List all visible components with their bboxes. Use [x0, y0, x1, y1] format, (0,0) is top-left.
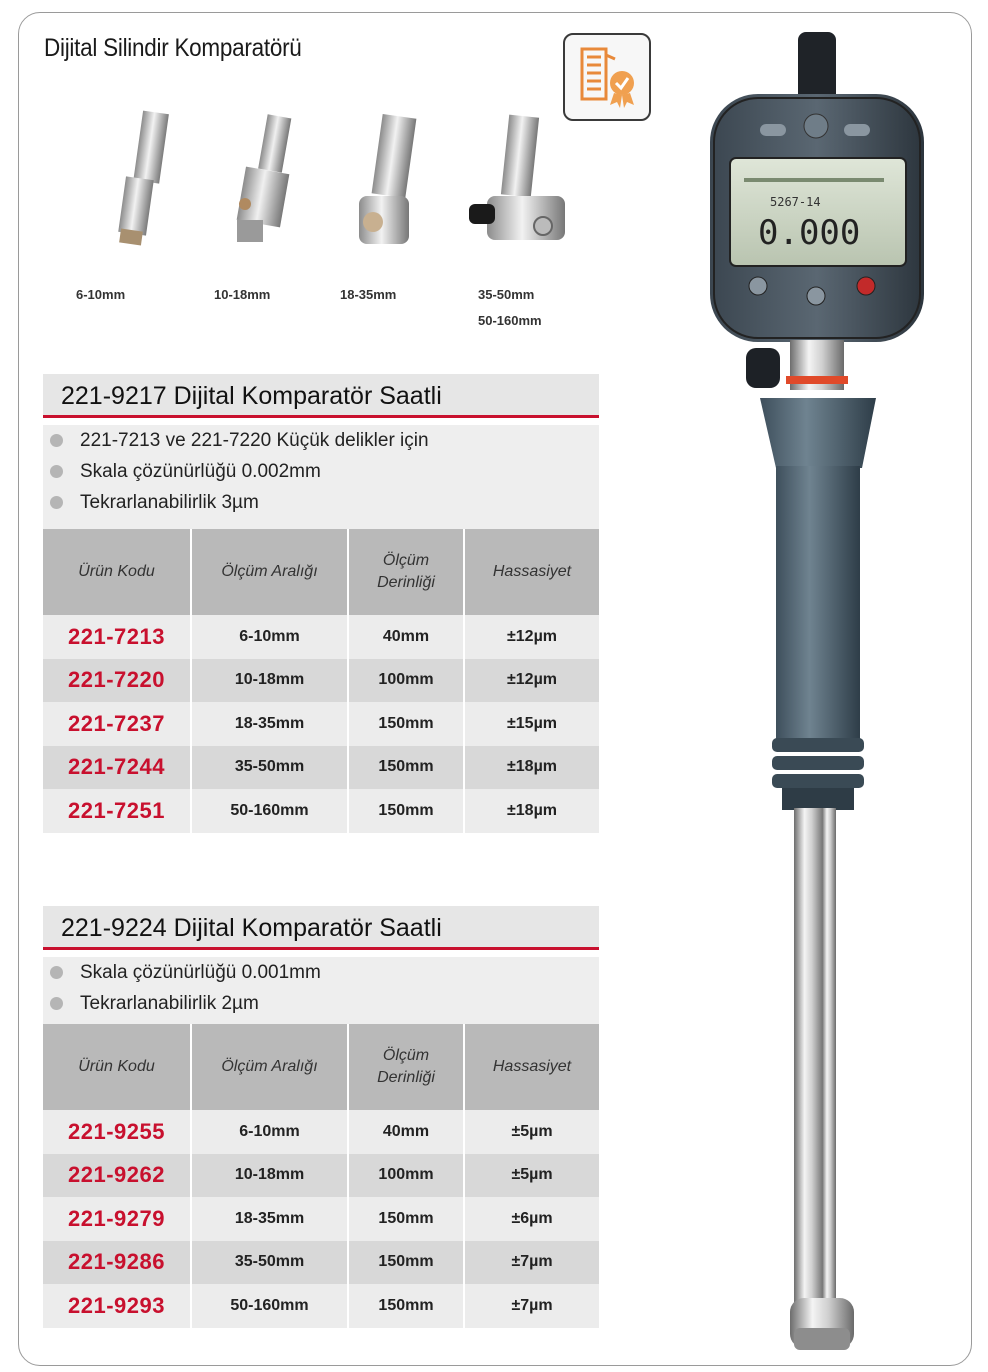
table-row	[43, 1154, 599, 1198]
range-cell: 50-160mm	[191, 789, 348, 833]
column-header-depth-line1: Ölçüm	[382, 1047, 430, 1064]
depth-cell: 40mm	[348, 1110, 464, 1154]
measuring-head-label: 35-50mm	[478, 287, 535, 302]
feature-item	[43, 957, 599, 988]
column-header-depth-line2: Derinliği	[377, 1069, 435, 1086]
accuracy-cell: ±5µm	[464, 1110, 599, 1154]
range-cell: 18-35mm	[191, 1197, 348, 1241]
accuracy-cell: ±15µm	[464, 702, 599, 746]
table-row	[43, 1284, 599, 1328]
feature-item	[43, 988, 599, 1019]
measuring-head-image-4	[465, 112, 575, 257]
depth-cell: 150mm	[348, 702, 464, 746]
product-code-link[interactable]: 221-9279	[43, 1197, 191, 1241]
table-row	[43, 615, 599, 659]
measuring-head-label: 50-160mm	[478, 313, 542, 328]
depth-cell: 150mm	[348, 1284, 464, 1328]
gauge-display-value: 0.000	[758, 213, 861, 253]
depth-cell: 150mm	[348, 746, 464, 790]
accuracy-cell: ±7µm	[464, 1284, 599, 1328]
table-row	[43, 746, 599, 790]
accuracy-cell: ±5µm	[464, 1154, 599, 1198]
table-row	[43, 659, 599, 703]
feature-item	[43, 487, 599, 518]
table-row	[43, 1110, 599, 1154]
accuracy-cell: ±18µm	[464, 746, 599, 790]
spec-table	[43, 529, 599, 833]
column-header-code: Ürün Kodu	[43, 1024, 191, 1110]
feature-item	[43, 456, 599, 487]
section-header	[43, 374, 599, 418]
range-cell: 10-18mm	[191, 1154, 348, 1198]
product-code-link[interactable]: 221-9293	[43, 1284, 191, 1328]
product-code-link[interactable]: 221-9262	[43, 1154, 191, 1198]
table-row	[43, 1197, 599, 1241]
depth-cell: 40mm	[348, 615, 464, 659]
page-title: Dijital Silindir Komparatörü	[44, 34, 302, 62]
feature-text: 221-7213 ve 221-7220 Küçük delikler için	[80, 429, 429, 451]
measuring-head-label: 6-10mm	[76, 287, 126, 302]
product-code-link[interactable]: 221-7237	[43, 702, 191, 746]
bore-gauge-image	[690, 28, 950, 1364]
table-header-row	[43, 529, 599, 615]
bullet-icon	[50, 434, 63, 447]
depth-cell: 150mm	[348, 789, 464, 833]
measuring-head-image-2	[215, 112, 310, 252]
spec-table	[43, 1024, 599, 1328]
range-cell: 50-160mm	[191, 1284, 348, 1328]
feature-text: Tekrarlanabilirlik 2µm	[80, 992, 259, 1014]
product-code-link[interactable]: 221-9255	[43, 1110, 191, 1154]
column-header-depth	[348, 529, 464, 615]
range-cell: 35-50mm	[191, 1241, 348, 1285]
product-code-link[interactable]: 221-7220	[43, 659, 191, 703]
depth-cell: 100mm	[348, 1154, 464, 1198]
feature-text: Tekrarlanabilirlik 3µm	[80, 491, 259, 513]
feature-list	[43, 957, 599, 1024]
measuring-head-image-1	[100, 108, 180, 258]
product-code-link[interactable]: 221-9286	[43, 1241, 191, 1285]
depth-cell: 150mm	[348, 1241, 464, 1285]
column-header-accuracy: Hassasiyet	[464, 1024, 599, 1110]
feature-text: Skala çözünürlüğü 0.002mm	[80, 460, 321, 482]
measuring-head-image-3	[345, 112, 425, 257]
section-header	[43, 906, 599, 950]
column-header-depth-line1: Ölçüm	[382, 552, 430, 569]
measuring-head-label: 10-18mm	[214, 287, 271, 302]
column-header-range: Ölçüm Aralığı	[191, 529, 348, 615]
feature-item	[43, 425, 599, 456]
feature-text: Skala çözünürlüğü 0.001mm	[80, 961, 321, 983]
table-row	[43, 702, 599, 746]
depth-cell: 150mm	[348, 1197, 464, 1241]
range-cell: 35-50mm	[191, 746, 348, 790]
column-header-code: Ürün Kodu	[43, 529, 191, 615]
accuracy-cell: ±12µm	[464, 659, 599, 703]
product-code-link[interactable]: 221-7251	[43, 789, 191, 833]
column-header-depth	[348, 1024, 464, 1110]
measuring-head-label: 18-35mm	[340, 287, 397, 302]
bullet-icon	[50, 997, 63, 1010]
accuracy-cell: ±18µm	[464, 789, 599, 833]
depth-cell: 100mm	[348, 659, 464, 703]
bullet-icon	[50, 496, 63, 509]
section-title: 221-9224 Dijital Komparatör Saatli	[61, 914, 442, 942]
gauge-small-text: 5267-14	[770, 195, 821, 209]
bullet-icon	[50, 465, 63, 478]
certified-building-icon	[563, 33, 651, 121]
accuracy-cell: ±6µm	[464, 1197, 599, 1241]
product-code-link[interactable]: 221-7244	[43, 746, 191, 790]
product-code-link[interactable]: 221-7213	[43, 615, 191, 659]
accuracy-cell: ±12µm	[464, 615, 599, 659]
table-header-row	[43, 1024, 599, 1110]
table-row	[43, 1241, 599, 1285]
range-cell: 6-10mm	[191, 1110, 348, 1154]
bullet-icon	[50, 966, 63, 979]
range-cell: 10-18mm	[191, 659, 348, 703]
feature-list	[43, 425, 599, 529]
column-header-range: Ölçüm Aralığı	[191, 1024, 348, 1110]
range-cell: 6-10mm	[191, 615, 348, 659]
column-header-accuracy: Hassasiyet	[464, 529, 599, 615]
accuracy-cell: ±7µm	[464, 1241, 599, 1285]
table-row	[43, 789, 599, 833]
range-cell: 18-35mm	[191, 702, 348, 746]
section-title: 221-9217 Dijital Komparatör Saatli	[61, 382, 442, 410]
column-header-depth-line2: Derinliği	[377, 574, 435, 591]
